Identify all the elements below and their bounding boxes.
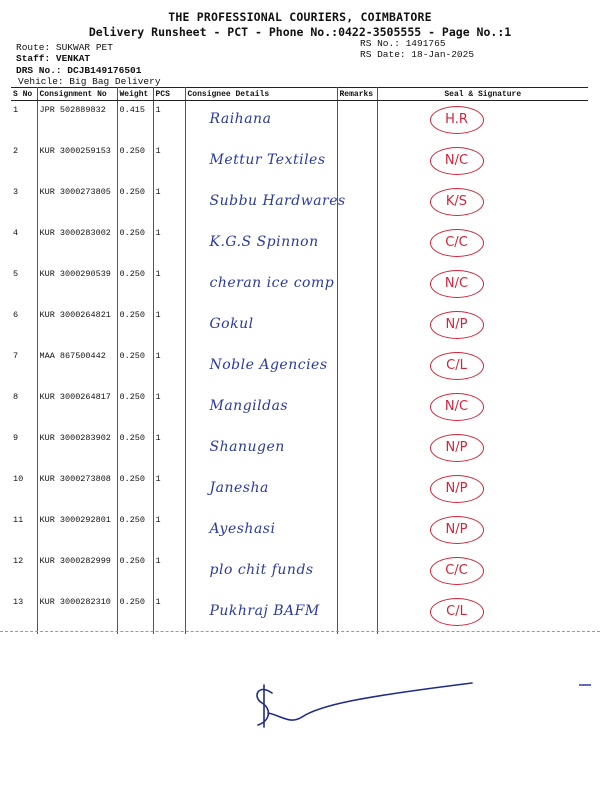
row-sno: 3 — [11, 183, 37, 224]
row-sno: 1 — [11, 101, 37, 143]
row-remarks — [337, 347, 377, 388]
row-consignee — [185, 142, 337, 183]
row-consignment: KUR 3000283002 — [37, 224, 117, 265]
row-sno: 8 — [11, 388, 37, 429]
row-consignment: KUR 3000282999 — [37, 552, 117, 593]
row-consignee — [185, 306, 337, 347]
seal-stamp: N/C — [430, 393, 484, 421]
seal-stamp: N/P — [430, 311, 484, 339]
row-remarks — [337, 142, 377, 183]
row-remarks — [337, 511, 377, 552]
row-weight: 0.250 — [117, 388, 153, 429]
row-seal — [377, 347, 588, 388]
row-remarks — [337, 306, 377, 347]
row-consignee — [185, 183, 346, 224]
consignee-handwriting: Gokul — [209, 316, 254, 332]
row-pcs: 1 — [153, 265, 185, 306]
row-pcs: 1 — [153, 306, 185, 347]
row-weight: 0.250 — [117, 511, 153, 552]
row-weight: 0.250 — [117, 593, 153, 634]
row-weight: 0.250 — [117, 470, 153, 511]
row-sno: 12 — [11, 552, 37, 593]
row-consignment: KUR 3000264817 — [37, 388, 117, 429]
consignee-handwriting: Subbu Hardwares — [209, 193, 346, 209]
ink-mark — [578, 682, 592, 688]
row-pcs: 1 — [153, 183, 185, 224]
table-row — [11, 183, 588, 224]
seal-stamp: C/L — [430, 598, 484, 626]
seal-stamp: N/P — [430, 475, 484, 503]
row-seal — [377, 306, 588, 347]
consignee-handwriting: Mettur Textiles — [209, 152, 326, 168]
table-header-row — [11, 88, 588, 101]
table-row — [11, 224, 588, 265]
row-sno: 5 — [11, 265, 37, 306]
seal-stamp: N/P — [430, 434, 484, 462]
consignee-handwriting: K.G.S Spinnon — [209, 234, 319, 250]
row-consignee — [185, 347, 337, 388]
table-row — [11, 470, 588, 511]
row-seal — [377, 470, 588, 511]
table-row — [11, 142, 588, 183]
row-pcs: 1 — [153, 224, 185, 265]
runsheet-table — [11, 87, 588, 634]
consignee-handwriting: Pukhraj BAFM — [209, 603, 320, 619]
row-consignee — [185, 101, 337, 143]
seal-stamp: C/C — [430, 557, 484, 585]
table-row — [11, 101, 588, 143]
col-seal: Seal & Signature — [377, 88, 588, 101]
consignee-handwriting: plo chit funds — [209, 562, 314, 578]
row-consignee — [185, 388, 337, 429]
row-remarks — [337, 429, 377, 470]
col-remarks: Remarks — [337, 88, 377, 101]
row-consignment: JPR 502889832 — [37, 101, 117, 143]
row-pcs: 1 — [153, 552, 185, 593]
consignee-handwriting: Ayeshasi — [209, 521, 276, 537]
table-row — [11, 511, 588, 552]
row-remarks — [337, 470, 377, 511]
row-consignee — [185, 429, 337, 470]
col-consignment: Consignment No — [37, 88, 117, 101]
table-row — [11, 265, 588, 306]
row-weight: 0.250 — [117, 306, 153, 347]
row-seal — [377, 593, 588, 634]
row-sno: 6 — [11, 306, 37, 347]
row-remarks — [337, 593, 377, 634]
row-remarks — [337, 388, 377, 429]
row-pcs: 1 — [153, 388, 185, 429]
row-consignee — [185, 552, 337, 593]
row-weight: 0.250 — [117, 142, 153, 183]
col-pcs: PCS — [153, 88, 185, 101]
row-seal — [377, 552, 588, 593]
table-row — [11, 306, 588, 347]
row-sno: 11 — [11, 511, 37, 552]
table-row — [11, 388, 588, 429]
consignee-handwriting: Janesha — [209, 480, 269, 496]
rs-number: RS No.: 1491765 — [360, 38, 446, 49]
row-consignee — [185, 593, 337, 634]
row-weight: 0.250 — [117, 429, 153, 470]
row-sno: 9 — [11, 429, 37, 470]
seal-stamp: N/C — [430, 270, 484, 298]
col-sno: S No — [11, 88, 37, 101]
row-pcs: 1 — [153, 429, 185, 470]
row-sno: 4 — [11, 224, 37, 265]
row-consignee — [185, 470, 337, 511]
seal-stamp: N/P — [430, 516, 484, 544]
company-title: THE PROFESSIONAL COURIERS, COIMBATORE — [168, 10, 432, 24]
staff-label: Staff: VENKAT — [16, 53, 91, 64]
seal-stamp: K/S — [430, 188, 484, 216]
row-sno: 13 — [11, 593, 37, 634]
row-seal — [377, 511, 588, 552]
row-weight: 0.250 — [117, 265, 153, 306]
row-consignment: KUR 3000259153 — [37, 142, 117, 183]
table-row — [11, 347, 588, 388]
row-pcs: 1 — [153, 347, 185, 388]
table-row — [11, 552, 588, 593]
row-consignment: MAA 867500442 — [37, 347, 117, 388]
rs-date: RS Date: 18-Jan-2025 — [360, 49, 475, 60]
seal-stamp: H.R — [430, 106, 484, 134]
row-weight: 0.250 — [117, 183, 153, 224]
seal-stamp: C/L — [430, 352, 484, 380]
row-pcs: 1 — [153, 593, 185, 634]
row-consignment: KUR 3000292801 — [37, 511, 117, 552]
row-seal — [377, 183, 588, 224]
consignee-handwriting: Raihana — [209, 111, 272, 127]
col-consignee: Consignee Details — [185, 88, 337, 101]
row-seal — [377, 265, 588, 306]
row-weight: 0.250 — [117, 224, 153, 265]
row-weight: 0.250 — [117, 347, 153, 388]
table-row — [11, 593, 588, 634]
row-consignment: KUR 3000273805 — [37, 183, 117, 224]
row-pcs: 1 — [153, 511, 185, 552]
row-pcs: 1 — [153, 101, 185, 143]
row-consignee — [185, 511, 337, 552]
row-seal — [377, 224, 588, 265]
row-consignment: KUR 3000273808 — [37, 470, 117, 511]
row-remarks — [337, 552, 377, 593]
table-row — [11, 429, 588, 470]
row-weight: 0.415 — [117, 101, 153, 143]
route-label: Route: SUKWAR PET — [16, 42, 113, 53]
vehicle-label: Vehicle: Big Bag Delivery — [18, 76, 161, 87]
footer-divider — [0, 631, 600, 632]
sheet-title: Delivery Runsheet - PCT - Phone No.:0422-3505555 - Page No.:1 — [88, 25, 512, 39]
row-pcs: 1 — [153, 470, 185, 511]
row-seal — [377, 142, 588, 183]
row-consignment: KUR 3000283902 — [37, 429, 117, 470]
row-seal — [377, 101, 588, 143]
row-seal — [377, 429, 588, 470]
row-sno: 10 — [11, 470, 37, 511]
row-consignee — [185, 265, 337, 306]
row-consignment: KUR 3000290539 — [37, 265, 117, 306]
row-sno: 7 — [11, 347, 37, 388]
row-seal — [377, 388, 588, 429]
consignee-handwriting: Shanugen — [209, 439, 285, 455]
consignee-handwriting: Mangildas — [209, 398, 289, 414]
col-weight: Weight — [117, 88, 153, 101]
drs-number: DRS No.: DCJB149176501 — [16, 65, 142, 76]
row-consignment: KUR 3000264821 — [37, 306, 117, 347]
signature-graphic — [250, 675, 480, 735]
row-sno: 2 — [11, 142, 37, 183]
row-remarks — [337, 224, 377, 265]
row-pcs: 1 — [153, 142, 185, 183]
row-weight: 0.250 — [117, 552, 153, 593]
consignee-handwriting: Noble Agencies — [209, 357, 328, 373]
consignee-handwriting: cheran ice comp — [209, 275, 335, 291]
row-remarks — [337, 265, 377, 306]
row-consignment: KUR 3000282310 — [37, 593, 117, 634]
row-consignee — [185, 224, 337, 265]
seal-stamp: N/C — [430, 147, 484, 175]
seal-stamp: C/C — [430, 229, 484, 257]
row-remarks — [337, 101, 377, 143]
